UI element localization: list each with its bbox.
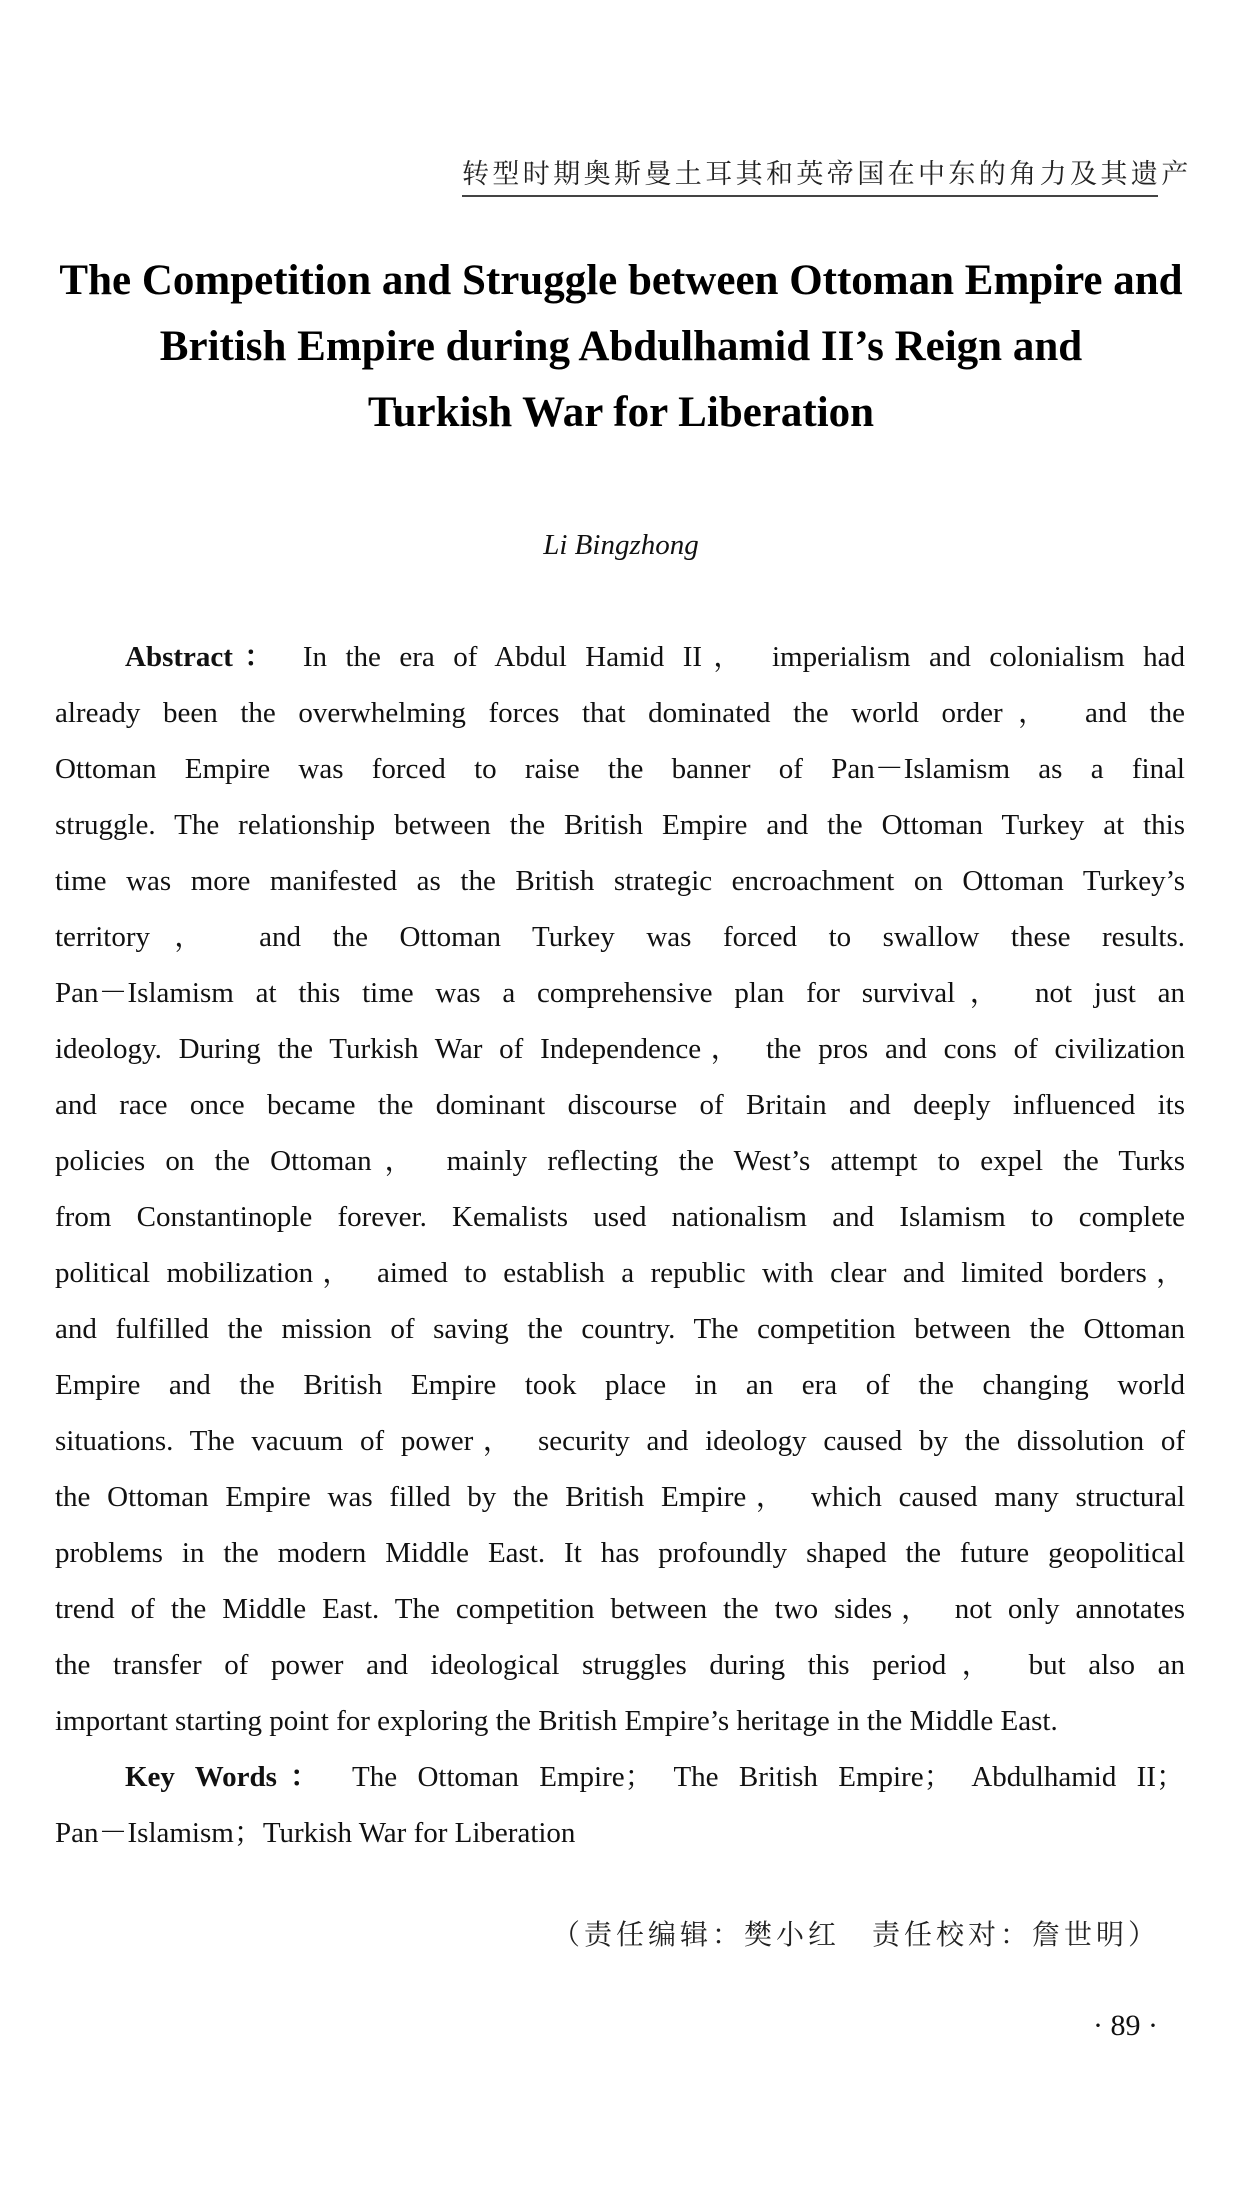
abstract-line: Pan－Islamism at this time was a comprehensive plan for survival， not just an	[55, 977, 1185, 1009]
abstract-line: problems in the modern Middle East. It has profoundly shaped the future geopolitical	[55, 1537, 1185, 1569]
author-name: Li Bingzhong	[543, 529, 699, 561]
abstract-line: situations. The vacuum of power， security and ideology caused by the dissolution of	[55, 1425, 1185, 1457]
abstract-line: policies on the Ottoman， mainly reflecting the West’s attempt to expel the Turks	[55, 1145, 1185, 1177]
abstract-line: already been the overwhelming forces that dominated the world order， and the	[55, 697, 1185, 729]
keywords-line: Pan－Islamism；Turkish War for Liberation	[55, 1817, 576, 1849]
abstract-line: the Ottoman Empire was filled by the British Empire， which caused many structural	[55, 1481, 1185, 1513]
abstract-line: Abstract： In the era of Abdul Hamid II， imperialism and colonialism had	[125, 641, 1185, 673]
abstract-line: struggle. The relationship between the British Empire and the Ottoman Turkey at this	[55, 809, 1185, 841]
keywords-line: Key Words： The Ottoman Empire； The British Empire； Abdulhamid II；	[125, 1761, 1185, 1793]
title-line: British Empire during Abdulhamid II’s Reign and	[159, 323, 1083, 370]
abstract-section	[55, 629, 1185, 1861]
running-head: 转型时期奥斯曼土耳其和英帝国在中东的角力及其遗产	[462, 158, 1158, 197]
abstract-line: from Constantinople forever. Kemalists used nationalism and Islamism to complete	[55, 1201, 1185, 1233]
article-title	[30, 248, 1212, 446]
abstract-line: and fulfilled the mission of saving the country. The competition between the Ottoman	[55, 1313, 1185, 1345]
abstract-line: trend of the Middle East. The competition between the two sides， not only annotates	[55, 1593, 1185, 1625]
editor-note: （责任编辑：樊小红 责任校对：詹世明）	[551, 1918, 1160, 1951]
abstract-line: territory， and the Ottoman Turkey was forced to swallow these results.	[55, 921, 1185, 953]
abstract-line: Ottoman Empire was forced to raise the banner of Pan－Islamism as a final	[55, 753, 1185, 785]
abstract-label: Abstract：	[125, 641, 285, 673]
abstract-line: ideology. During the Turkish War of Independence， the pros and cons of civilization	[55, 1033, 1185, 1065]
title-line: Turkish War for Liberation	[367, 389, 875, 436]
abstract-line: the transfer of power and ideological struggles during this period， but also an	[55, 1649, 1185, 1681]
title-line: The Competition and Struggle between Ottoman Empire and	[59, 257, 1183, 304]
page-number: · 89 ·	[1093, 2009, 1158, 2042]
abstract-line: important starting point for exploring the British Empire’s heritage in the Middle East.	[55, 1705, 1058, 1737]
abstract-line: Empire and the British Empire took place in an era of the changing world	[55, 1369, 1185, 1401]
keywords-label: Key Words：	[125, 1761, 333, 1793]
abstract-line: and race once became the dominant discourse of Britain and deeply influenced its	[55, 1089, 1185, 1121]
abstract-line: political mobilization， aimed to establish a republic with clear and limited borders，	[55, 1257, 1185, 1289]
abstract-line: time was more manifested as the British strategic encroachment on Ottoman Turkey’s	[55, 865, 1185, 897]
